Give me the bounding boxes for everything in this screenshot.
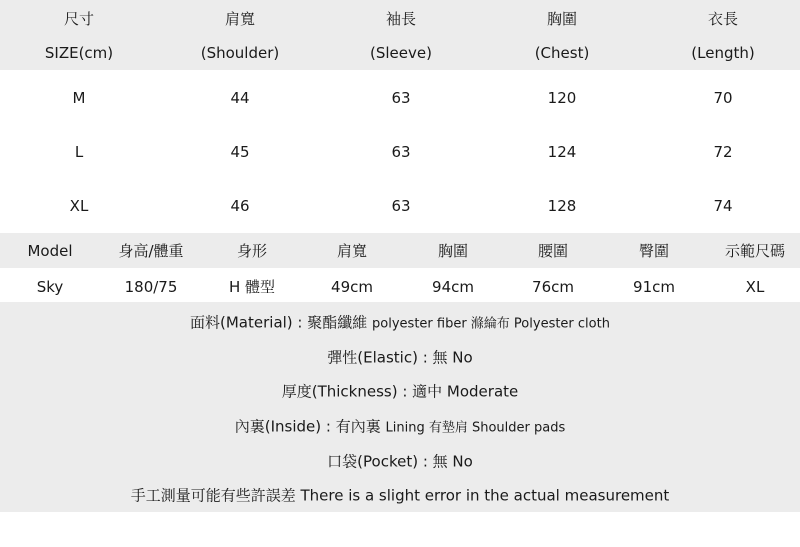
material-detail: polyester fiber 滌綸布 Polyester cloth	[372, 316, 610, 332]
height-weight-cell: 180/75	[124, 278, 178, 296]
header-sleeve-zh: 袖長	[385, 10, 417, 28]
length-cell: 74	[713, 197, 733, 215]
header-waist: 腰圍	[537, 242, 569, 260]
header-shoulder: 肩寬	[336, 242, 368, 260]
header-shoulder-en: (Shoulder)	[200, 44, 280, 62]
chest-cell: 124	[547, 143, 577, 161]
sleeve-cell: 63	[391, 89, 411, 107]
pocket-note: 口袋(Pocket) : 無 No	[327, 452, 473, 471]
inside-note	[0, 416, 800, 437]
chest-cell: 128	[547, 197, 577, 215]
body-shape-cell: H 體型	[228, 278, 276, 296]
header-height-weight: 身高/體重	[118, 242, 184, 260]
header-length-zh: 衣長	[707, 10, 739, 28]
header-model: Model	[27, 242, 73, 260]
chest-cell: 94cm	[432, 278, 474, 296]
measurement-error-note: 手工測量可能有些許誤差 There is a slight error in the actual measurement	[130, 486, 670, 505]
header-size-en: SIZE(cm)	[44, 44, 114, 62]
material-label: 面料(Material) : 聚酯纖維	[190, 313, 373, 332]
notes-band	[0, 302, 800, 512]
length-cell: 72	[713, 143, 733, 161]
header-hip: 臀圍	[638, 242, 670, 260]
size-cell: L	[74, 143, 84, 161]
header-model-size: 示範尺碼	[724, 242, 786, 260]
header-chest: 胸圍	[437, 242, 469, 260]
inside-detail: Lining 有墊肩 Shoulder pads	[385, 420, 566, 436]
header-sleeve-en: (Sleeve)	[370, 44, 432, 62]
shoulder-cell: 45	[230, 143, 250, 161]
shoulder-cell: 44	[230, 89, 250, 107]
model-name-cell: Sky	[36, 278, 64, 296]
header-length-en: (Length)	[691, 44, 755, 62]
model-size-cell: XL	[745, 278, 765, 296]
inside-label: 內裏(Inside) : 有內裏	[234, 417, 386, 436]
header-shoulder-zh: 肩寬	[224, 10, 256, 28]
elastic-note: 彈性(Elastic) : 無 No	[327, 348, 473, 367]
sleeve-cell: 63	[391, 197, 411, 215]
thickness-note: 厚度(Thickness) : 適中 Moderate	[281, 382, 519, 401]
header-size-zh: 尺寸	[63, 10, 95, 28]
hip-cell: 91cm	[633, 278, 675, 296]
header-chest-zh: 胸圍	[546, 10, 578, 28]
size-cell: XL	[69, 197, 89, 215]
header-body-shape: 身形	[236, 242, 268, 260]
sleeve-cell: 63	[391, 143, 411, 161]
header-chest-en: (Chest)	[534, 44, 590, 62]
material-note	[0, 312, 800, 333]
size-cell: M	[72, 89, 86, 107]
length-cell: 70	[713, 89, 733, 107]
shoulder-cell: 46	[230, 197, 250, 215]
waist-cell: 76cm	[532, 278, 574, 296]
shoulder-cell: 49cm	[331, 278, 373, 296]
chest-cell: 120	[547, 89, 577, 107]
